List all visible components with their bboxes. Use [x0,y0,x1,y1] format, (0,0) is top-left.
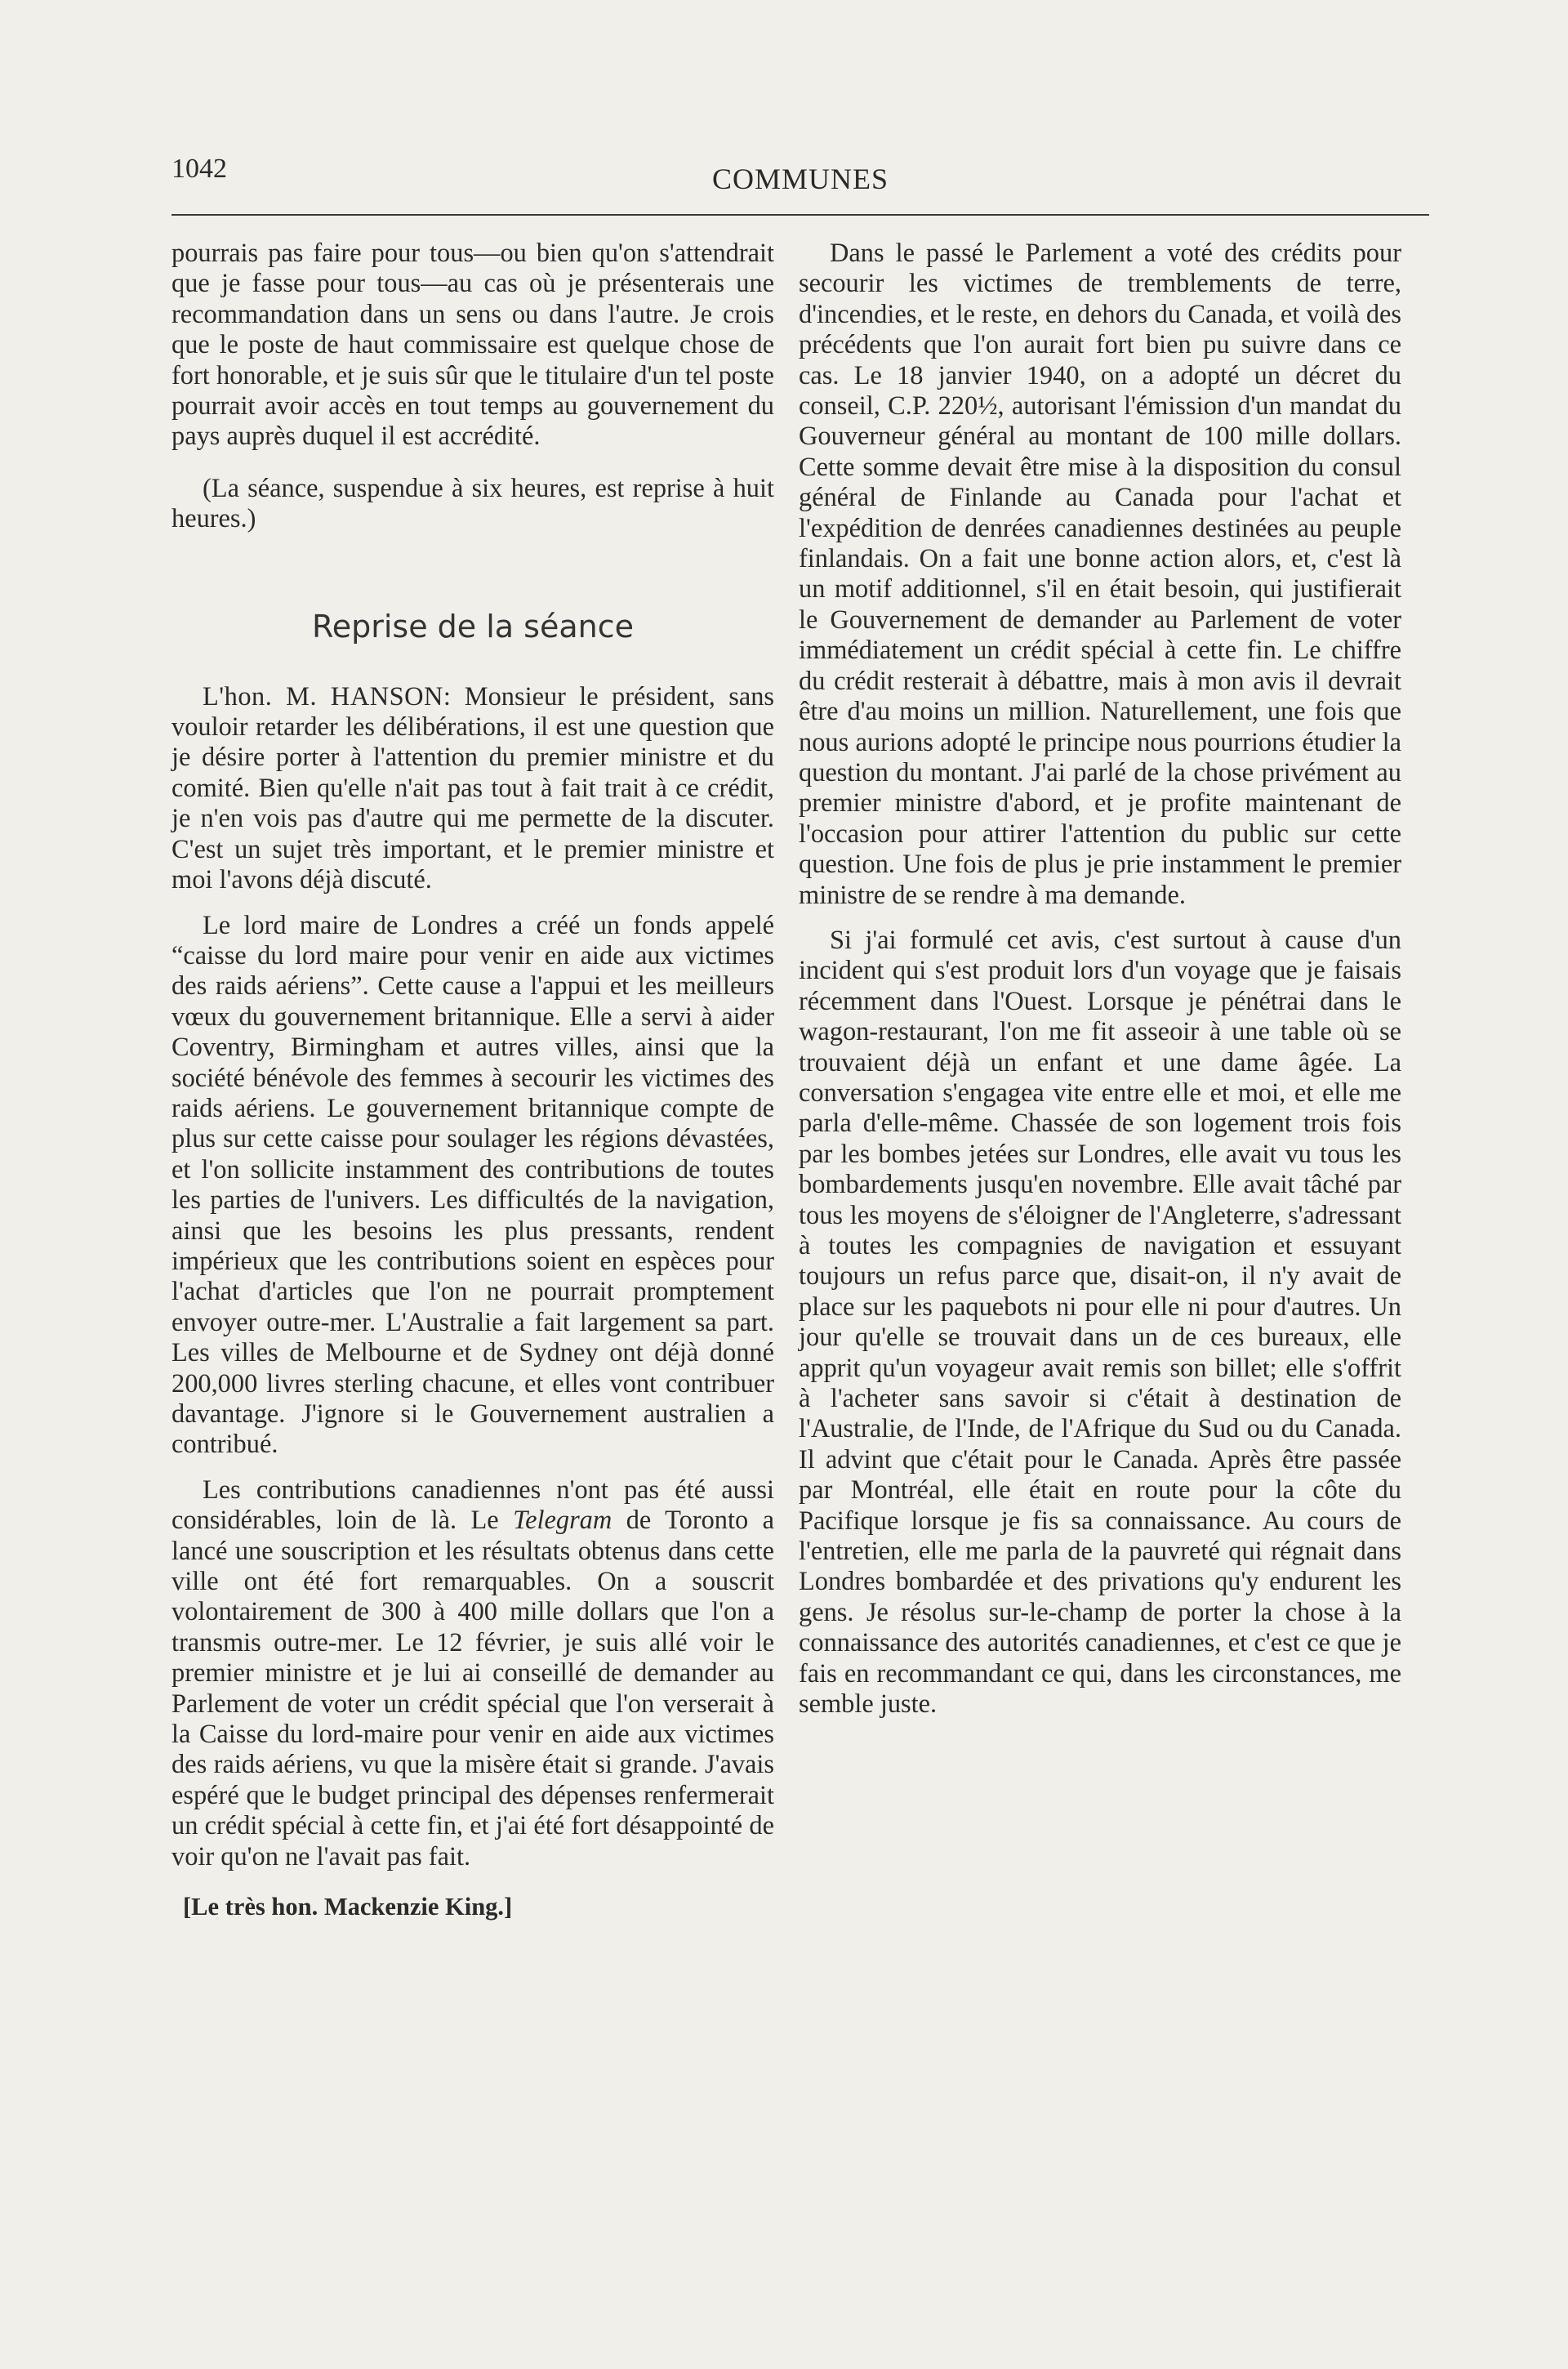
right-column [799,239,1401,1720]
paragraph [172,682,774,896]
paragraph [172,1475,774,1872]
speaker-name: L'hon. M. HANSON: [203,681,452,712]
header-rule [172,214,1429,216]
left-column [172,239,774,1923]
text-run: Les contributions canadiennes n'ont pas été aussi considérables, loin de là. Le [172,1474,774,1536]
page-number: 1042 [172,154,227,184]
paragraph: Si j'ai formulé cet avis, c'est surtout à cause d'un incident qui s'est produit lors d'un voyage que je faisais récemment dans l'Ouest. Lorsque je pénétrai dans le wagon-restaurant, l'on me fit asseoir à une table où se trouvaient déjà un enfant et une dame âgée. La conversation s'engagea vite entre elle et moi, et elle me parla d'elle-même. Chassée de son logement trois fois par les bombes jetées sur Londres, elle avait vu tous les bombardements jusqu'en novembre. Elle avait tâché par tous les moyens de s'éloigner de l'Angleterre, s'adressant à toutes les compagnies de navigation et essuyant toujours un refus parce que, disait-on, il n'y avait de place sur les paquebots ni pour elle ni pour d'autres. Un jour qu'elle se trouvait dans un de ces bureaux, elle apprit qu'un voyageur avait remis son billet; elle s'offrit à l'acheter sans savoir si c'était à destination de l'Australie, de l'Inde, de l'Afrique du Sud ou du Canada. Il advint que c'était pour le Canada. Après être passée par Montréal, elle était en route pour la côte du Pacifique lorsque je fis sa connaissance. Au cours de l'entretien, elle me parla de la pauvreté qui régnait dans Londres bombardée et des privations qu'y endurent les gens. Je résolus sur-le-champ de porter la chose à la connaissance des autorités canadiennes, et c'est ce que je fais en recommandant ce qui, dans les circonstances, me semble juste. [799,925,1401,1720]
running-head: COMMUNES [711,163,889,195]
speech-text: Monsieur le président, sans vouloir retarder les délibérations, il est une question que je désire porter à l'attention du premier ministre et du comité. Bien qu'elle n'ait pas tout à fait trait à ce crédit, je n'en vois pas d'autre qui me permette de la discuter. C'est un sujet très important, et le premier ministre et moi l'avons déjà discuté. [172,681,774,895]
paragraph: pourrais pas faire pour tous—ou bien qu'on s'attendrait que je fasse pour tous—au cas où je présenterais une recommandation dans un sens ou dans l'autre. Je crois que le poste de haut commissaire est quelque chose de fort honorable, et je suis sûr que le titulaire d'un tel poste pourrait avoir accès en tout temps au gouvernement du pays auprès duquel il est accrédité. [172,239,774,452]
procedural-note: (La séance, suspendue à six heures, est reprise à huit heures.) [172,473,774,534]
text-run: de Toronto a lancé une souscription et les résultats obtenus dans cette ville ont été fort remarquables. On a souscrit volontairement de 300 à 400 mille dollars que l'on a transmis outre-mer. Le 12 février, je suis allé voir le premier ministre et je lui ai conseillé de demander au Parlement de voter un crédit spécial que l'on verserait à la Caisse du lord-maire pour venir en aide aux victimes des raids aériens, vu que la misère était si grande. J'avais espéré que le budget principal des dépenses renfermerait un crédit spécial à cette fin, et j'ai été fort désappointé de voir qu'on ne l'avait pas fait. [172,1506,774,1872]
paragraph: Dans le passé le Parlement a voté des crédits pour secourir les victimes de tremblements de terre, d'incendies, et le reste, en dehors du Canada, et voilà des précédents que l'on aurait fort bien pu suivre dans ce cas. Le 18 janvier 1940, on a adopté un décret du conseil, C.P. 220½, autorisant l'émission d'un mandat du Gouverneur général au montant de 100 mille dollars. Cette somme devait être mise à la disposition du consul général de Finlande au Canada pour l'achat et l'expédition de denrées canadiennes destinées au peuple finlandais. On a fait une bonne action alors, et, c'est là un motif additionnel, s'il en était besoin, qui justifierait le Gouvernement de demander au Parlement de voter immédiatement un crédit spécial à cette fin. Le chiffre du crédit resterait à débattre, mais à mon avis il devrait être d'au moins un million. Naturellement, une fois que nous aurions adopté le principe nous pourrions étudier la question du montant. J'ai parlé de la chose privément au premier ministre d'abord, et je profite maintenant de l'occasion pour attirer l'attention du public sur cette question. Une fois de plus je prie instamment le premier ministre de se rendre à ma demande. [799,239,1401,910]
paragraph: Le lord maire de Londres a créé un fonds appelé “caisse du lord maire pour venir en aide aux victimes des raids aériens”. Cette cause a l'appui et les meilleurs vœux du gouvernement britannique. Elle a servi à aider Coventry, Birmingham et autres villes, ainsi que la société bénévole des femmes à secourir les victimes des raids aériens. Le gouvernement britannique compte de plus sur cette caisse pour soulager les régions dévastées, et l'on sollicite instamment des contributions de toutes les parties de l'univers. Les difficultés de la navigation, ainsi que les besoins les plus pressants, rendent impérieux que les contributions soient en espèces pour l'achat d'articles que l'on ne pourrait promptement envoyer outre-mer. L'Australie a fait largement sa part. Les villes de Melbourne et de Sydney ont déjà donné 200,000 livres sterling chacune, et elles vont contribuer davantage. J'ignore si le Gouvernement australien a contribué. [172,910,774,1460]
page-header [172,154,1429,203]
newspaper-title: Telegram [513,1506,612,1536]
speaker-attribution: [Le très hon. Mackenzie King.] [183,1893,513,1921]
section-title: Reprise de la séance [312,608,634,645]
